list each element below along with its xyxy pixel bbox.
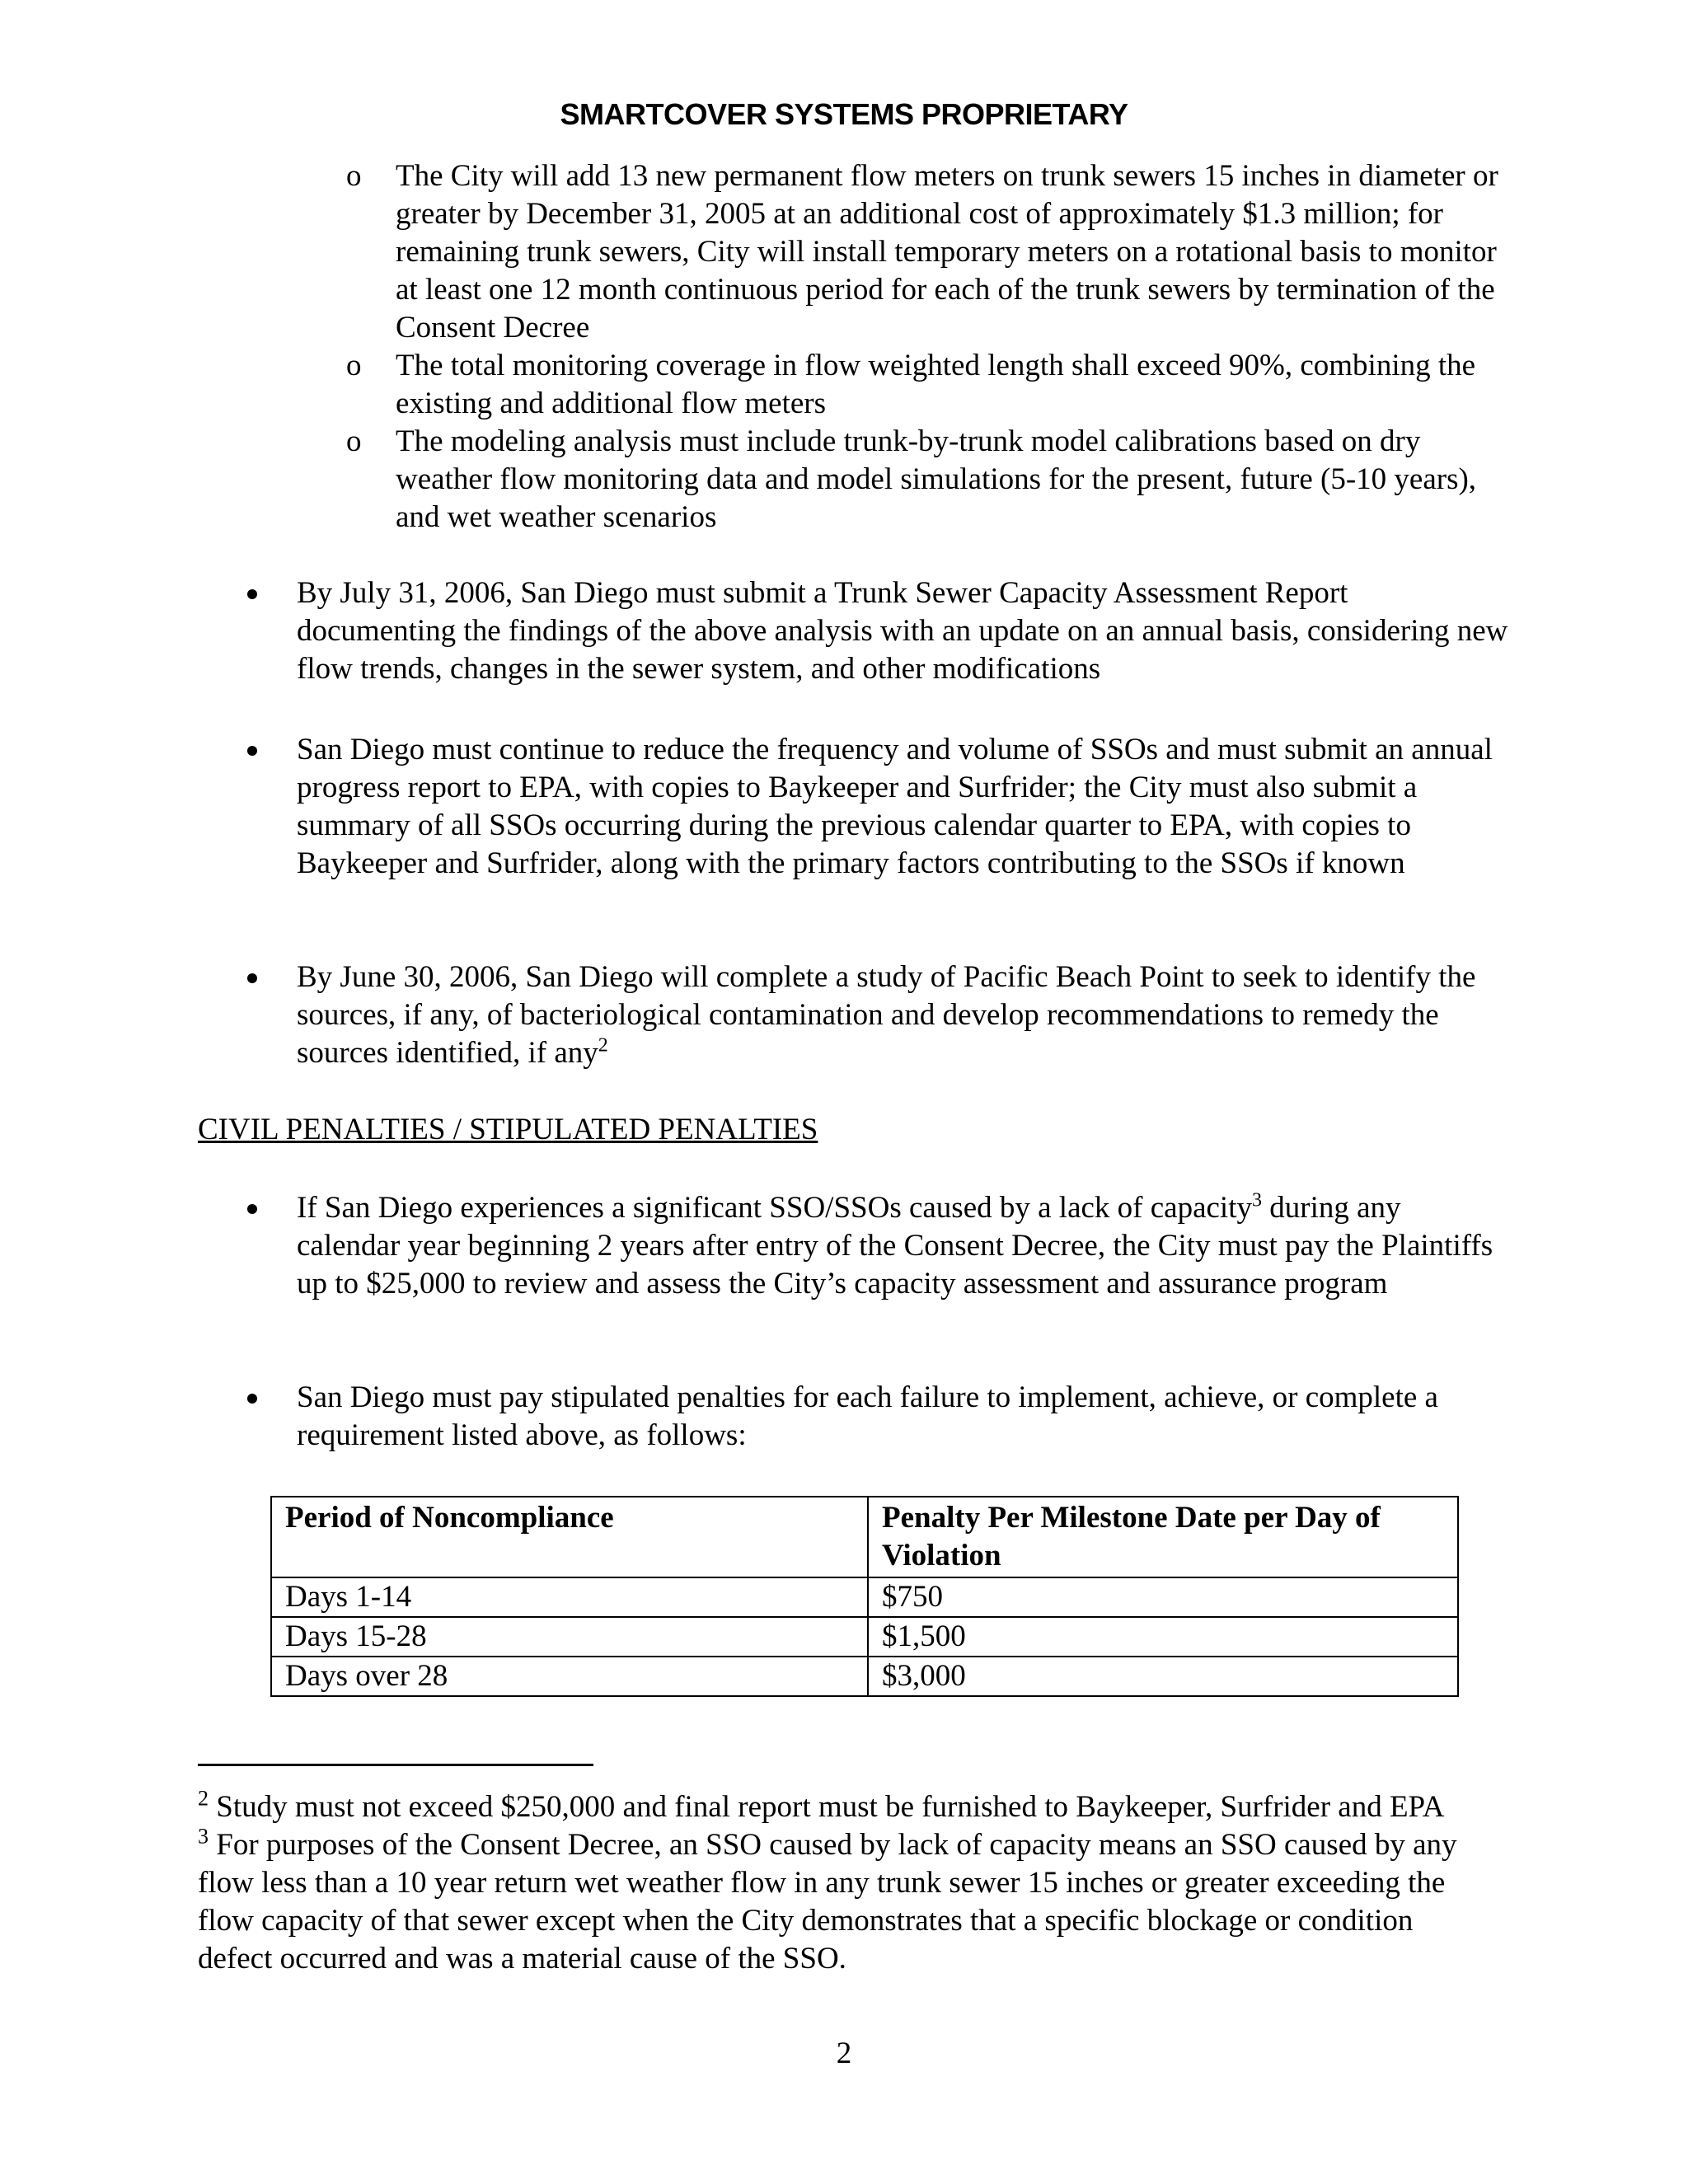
bullet-list-requirements xyxy=(239,731,1508,883)
table-row xyxy=(271,1577,1458,1617)
sub-item-marker: o xyxy=(346,349,362,382)
bullet-item xyxy=(239,1189,1508,1303)
penalty-table xyxy=(270,1496,1459,1697)
footnotes xyxy=(198,1788,1484,1978)
bullet-dot-icon xyxy=(247,973,257,983)
footnote-ref: 3 xyxy=(1252,1189,1262,1212)
table-row xyxy=(271,1617,1458,1657)
table-cell: Days 15-28 xyxy=(271,1617,868,1657)
sub-item-text: The total monitoring coverage in flow weighted length shall exceed 90%, combining the existing and additional flow meters xyxy=(396,349,1476,420)
sub-item xyxy=(346,157,1500,347)
table-cell: Days over 28 xyxy=(271,1657,868,1696)
footnote-text: For purposes of the Consent Decree, an SSO caused by lack of capacity means an SSO caused by any flow less than a 10 year return wet weather flow in any trunk sewer 15 inches or greater exceeding the flow capacity of that sewer except when the City demonstrates that a specific blockage or condition defect occurred and was a material cause of the SSO. xyxy=(198,1828,1457,1975)
footnote-divider xyxy=(198,1764,593,1766)
bullet-list-penalties xyxy=(239,1189,1508,1303)
table-header-row xyxy=(271,1497,1458,1577)
footnote-number: 2 xyxy=(198,1786,209,1811)
bullet-list-penalties xyxy=(239,1379,1508,1455)
sub-item-list xyxy=(346,157,1500,537)
bullet-item xyxy=(239,574,1508,688)
bullet-dot-icon xyxy=(247,1204,257,1214)
bullet-list-requirements xyxy=(239,574,1508,688)
table-cell: $750 xyxy=(868,1577,1458,1617)
page-number: 2 xyxy=(836,2036,852,2070)
table-header-cell: Period of Noncompliance xyxy=(271,1497,868,1577)
bullet-item xyxy=(239,731,1508,883)
bullet-text: If San Diego experiences a significant SSO/SSOs caused by a lack of capacity xyxy=(297,1191,1252,1225)
table-cell: $1,500 xyxy=(868,1617,1458,1657)
bullet-item xyxy=(239,1379,1508,1455)
bullet-text: By June 30, 2006, San Diego will complete a study of Pacific Beach Point to seek to identify the sources, if any, of bacteriological contamination and develop recommendations to remedy the sources identified, if any xyxy=(297,960,1476,1070)
bullet-dot-icon xyxy=(247,746,257,756)
sub-item xyxy=(346,423,1500,537)
footnote xyxy=(198,1788,1484,1826)
bullet-item xyxy=(239,958,1508,1072)
page-header: SMARTCOVER SYSTEMS PROPRIETARY xyxy=(560,97,1128,131)
section-heading: CIVIL PENALTIES / STIPULATED PENALTIES xyxy=(198,1113,818,1146)
bullet-dot-icon xyxy=(247,589,257,599)
bullet-text: By July 31, 2006, San Diego must submit a Trunk Sewer Capacity Assessment Report documenting the findings of the above analysis with an update on an annual basis, considering new flow trends, changes in the sewer system, and other modifications xyxy=(297,576,1508,686)
sub-item-text: The City will add 13 new permanent flow meters on trunk sewers 15 inches in diameter or greater by December 31, 2005 at an additional cost of approximately $1.3 million; for remaining trunk sewers, City will install temporary meters on a rotational basis to monitor at least one 12 month continuous period for each of the trunk sewers by termination of the Consent Decree xyxy=(396,159,1498,344)
bullet-text-cont: during any calendar year beginning 2 years after entry of the Consent Decree, the City must pay the Plaintiffs up to $25,000 to review and assess the City’s capacity assessment and assurance program xyxy=(297,1191,1493,1301)
bullet-list-requirements xyxy=(239,958,1508,1072)
table-header-cell: Penalty Per Milestone Date per Day of Violation xyxy=(868,1497,1458,1577)
footnote-number: 3 xyxy=(198,1824,209,1849)
table-cell: $3,000 xyxy=(868,1657,1458,1696)
bullet-text: San Diego must pay stipulated penalties for each failure to implement, achieve, or complete a requirement listed above, as follows: xyxy=(297,1380,1438,1452)
footnote-ref: 2 xyxy=(598,1034,608,1057)
table-row xyxy=(271,1657,1458,1696)
bullet-dot-icon xyxy=(247,1394,257,1404)
footnote xyxy=(198,1826,1484,1978)
footnote-text: Study must not exceed $250,000 and final report must be furnished to Baykeeper, Surfrider and EPA xyxy=(209,1790,1445,1824)
sub-item-marker: o xyxy=(346,159,362,193)
table-cell: Days 1-14 xyxy=(271,1577,868,1617)
sub-item-marker: o xyxy=(346,424,362,458)
sub-item xyxy=(346,347,1500,423)
bullet-text: San Diego must continue to reduce the frequency and volume of SSOs and must submit an annual progress report to EPA, with copies to Baykeeper and Surfrider; the City must also submit a summary of all SSOs occurring during the previous calendar quarter to EPA, with copies to Baykeeper and Surfrider, along with the primary factors contributing to the SSOs if known xyxy=(297,733,1493,880)
sub-item-text: The modeling analysis must include trunk-by-trunk model calibrations based on dry weather flow monitoring data and model simulations for the present, future (5-10 years), and wet weather scenarios xyxy=(396,424,1477,534)
